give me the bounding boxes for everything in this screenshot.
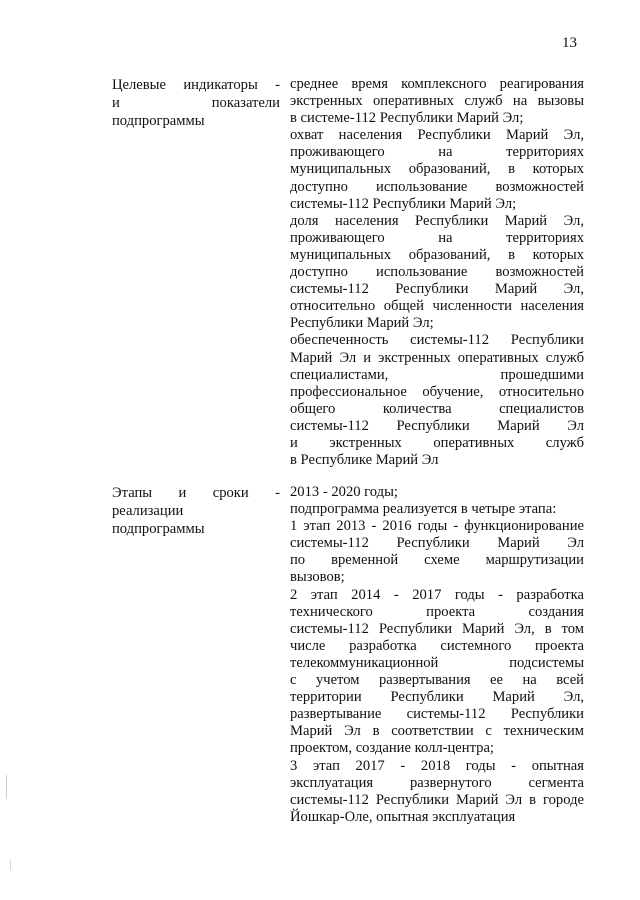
label-line: Этапы и сроки - [112,485,280,501]
content-line: проживающего на территориях [290,229,584,246]
content-line: охват населения Республики Марий Эл, [290,127,584,144]
content-line: системы-112 Республики Марий Эл [290,535,584,552]
content-line: Марий Эл и экстренных оперативных служб [290,349,584,366]
content-line: системы-112 Республики Марий Эл; [290,195,517,212]
content-line: 2 этап 2014 - 2017 годы - разработка [290,586,584,603]
content-line: числе разработка системного проекта [290,637,584,654]
scan-artifact [10,860,11,870]
content-line: общего количества специалистов [290,400,584,417]
content-line: территории Республики Марий Эл, [290,689,584,706]
scan-artifact [6,775,7,799]
content-line: экстренных оперативных служб на вызовы [290,93,584,110]
content-line: специалистами, прошедшими [290,366,584,383]
content-line: относительно общей численности населения [290,298,584,315]
section-content [290,76,584,469]
section-label [112,76,280,130]
content-line: муниципальных образований, в которых [290,246,584,263]
content-line: телекоммуникационной подсистемы [290,654,584,671]
content-line: вызовов; [290,569,345,586]
content-line: доступно использование возможностей [290,264,584,281]
label-line: подпрограммы [112,521,205,537]
page-number: 13 [562,35,577,51]
content-line: доля населения Республики Марий Эл, [290,212,584,229]
content-line: доступно использование возможностей [290,178,584,195]
content-line: 2013 - 2020 годы; [290,484,398,500]
section-content [290,484,584,826]
content-line: системы-112 Республики Марий Эл, [290,281,584,298]
label-line: и показатели [112,95,280,111]
content-line: технического проекта создания [290,603,584,620]
content-line: в Республике Марий Эл [290,452,439,469]
content-line: муниципальных образований, в которых [290,161,584,178]
label-line: реализации [112,503,184,519]
content-line: проживающего на территориях [290,144,584,161]
content-line: Республики Марий Эл; [290,315,434,332]
content-line: 1 этап 2013 - 2016 годы - функционирование [290,518,584,535]
content-line: в системе-112 Республики Марий Эл; [290,110,524,127]
content-line: системы-112 Республики Марий Эл, в том [290,620,584,637]
content-line: системы-112 Республики Марий Эл [290,417,584,434]
content-line: профессиональное обучение, относительно [290,383,584,400]
content-line: обеспеченность системы-112 Республики [290,332,584,349]
content-line: и экстренных оперативных служб [290,434,584,451]
content-line: подпрограмма реализуется в четыре этапа: [290,501,557,518]
content-line: эксплуатация развернутого сегмента [290,774,584,791]
content-line: развертывание системы-112 Республики [290,706,584,723]
content-line: по временной схеме маршрутизации [290,552,584,569]
content-line: системы-112 Республики Марий Эл в городе [290,791,584,808]
label-line: подпрограммы [112,113,205,129]
content-line: 3 этап 2017 - 2018 годы - опытная [290,757,584,774]
content-line: проектом, создание колл-центра; [290,740,494,757]
section-label [112,484,280,538]
content-line: Марий Эл в соответствии с техническим [290,723,584,740]
content-line: среднее время комплексного реагирования [290,76,584,92]
content-line: с учетом развертывания ее на всей [290,672,584,689]
label-line: Целевые индикаторы - [112,77,280,93]
content-line: Йошкар-Оле, опытная эксплуатация [290,808,516,825]
